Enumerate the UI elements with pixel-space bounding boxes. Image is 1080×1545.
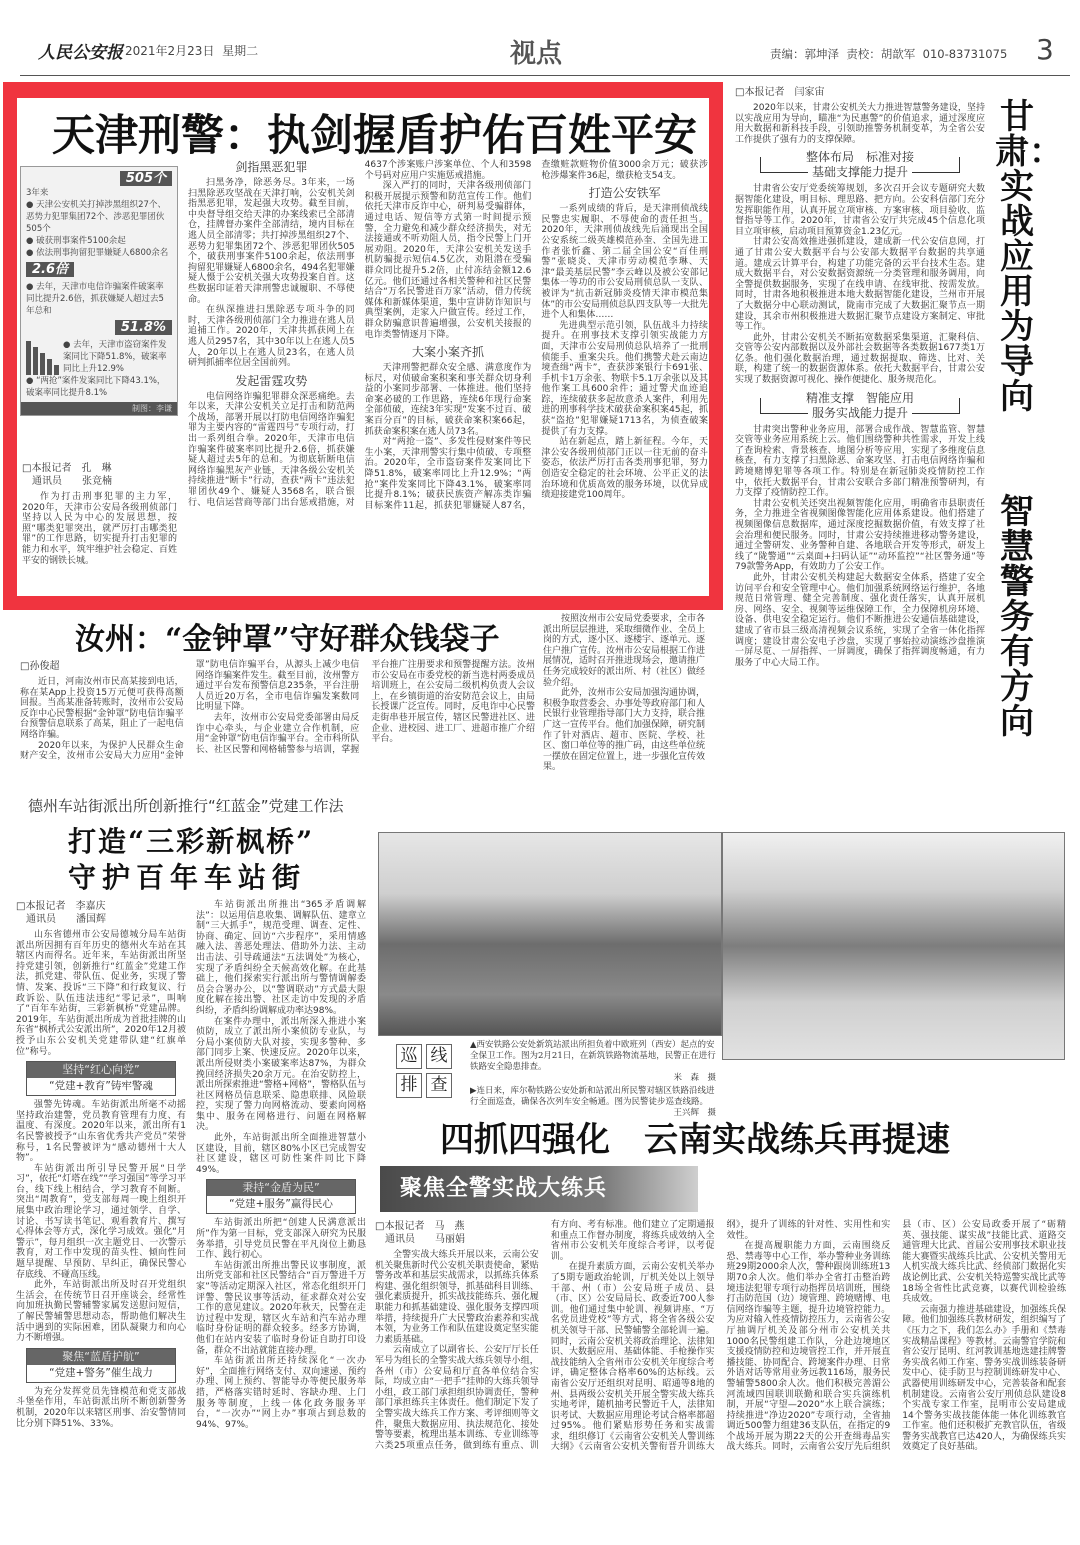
info-item: ● 去年，天津市电信诈骗案件破案率同比提升2.6倍，抓获嫌疑人超过去5年总和 — [26, 282, 164, 316]
info-item: ● 破获刑事案件5100余起 — [26, 236, 126, 246]
dezhou-kicker: 德州车站街派出所创新推行“红蓝金”党建工作法 — [28, 797, 344, 815]
paragraph: 此外，甘肃公安机关不断拓宽数据采集渠道，汇聚科信、交管等公安内部数据以及外部社会数据等各类数据1677类1万亿条。他们强化数据治理，通过数据提取、筛选、比对、关联，构建了统一的数据资源体系。依托大数据平台，甘肃公安实现了数据资源可视化、操作便捷化、服务规范化。 — [735, 332, 985, 386]
weekday: 星期二 — [222, 44, 259, 58]
yunnan-columns — [375, 1220, 1066, 1453]
paragraph: 在纵深推进扫黑除恶专项斗争的同时，天津各级刑侦部门全力推进在逃人员追捕工作。2020年，天津共抓获网上在逃人员2957名，其中30年以上在逃人员5人，20年以上在逃人员23名，在逃人员研判抓捕率位居全国前列。 — [188, 305, 355, 369]
ruzhou-col-4 — [543, 614, 705, 773]
tianjin-col-1 — [22, 462, 177, 566]
dezhou-headline-1: 打造“三彩新枫桥” — [68, 825, 315, 858]
paragraph: 强警先铸魂。车站街派出所毫不动摇坚持政治建警，党员教育管理有力度、有温度、有深度。2020年以来，派出所有1名民警被授予“山东省优秀共产党员”荣誉称号，1名民警被评为“感动德州十大人物”。 — [16, 1100, 186, 1164]
gansu-article — [735, 86, 985, 668]
info-item: ● 依法刑事拘留犯罪嫌疑人6800余名 — [26, 248, 169, 258]
subhead: 大案小案齐抓 — [411, 345, 484, 360]
paragraph: 为充分发挥党员先锋模范和党支部战斗堡垒作用，车站街派出所不断创新警务机制，2020年以来辖区刑事、治安警情同比分别下降51%、33%。 — [16, 1386, 186, 1429]
paragraph: 云南强力推进基础建设，加强练兵保障。他们加强练兵教材研发，组织编写了《压力之下，我们怎么办》手册和《禁毒实战精品课程》等教材。云南警官学院和省公安厅昆明、红河教训基地选建挂牌警务实战名师工作室、警务实战训练装备研发中心、徒手防卫与控制训练研发中心、武器使用训练研发中心，完善装备和配套机制建设。云南省公安厅刑侦总队建设8个实战专家工作室，昆明市公安局建成14个警务实战技能体能一体化训练教官工作室。他们还积极扩充教官队伍，省级警务实战教官已达420人，为确保练兵实效奠定了良好基础。 — [902, 1304, 1066, 1453]
paragraph: 天津刑警把群众安全感、满意度作为标尺，对侦破命案积案和事关群众切身利益的小案同步部署、一体推进。他们坚持命案必破的工作思路，连续6年现行命案全部侦破，连续3年实现“发案不过百、破案百分百”的目标，破获命案积案66起，抓获命案积案在逃人员73名。 — [364, 363, 532, 437]
subhead: 剑指黑恶犯罪 — [235, 160, 308, 174]
paragraph: 在案件办理中，派出所深入推进小案侦防，成立了派出所小案侦防专业队，与分局小案侦防大队对接，实现多警种、多部门同步上案、快速反应。2020年以来，派出所侵财类小案破案率达87%，为群众挽回经济损失20余万元。在治安防控上，派出所探索推进“警格+网格”，警格队伍与社区网格员信息联采、隐患联排、风险联控，实现了警力向网格流动、要素向网格集中、服务在网格进行、问题在网格解决。 — [196, 1016, 366, 1133]
paragraph: 2020年以来，甘肃公安机关大力推进智慧警务建设，坚持以实战应用为导向，瞄准“为民惠警”的价值追求，通过深度应用大数据和新科技手段，引领助推警务机制变革，为全省公安工作提供了强有力的支撑保障。 — [735, 103, 985, 145]
header-rule — [20, 75, 1070, 76]
yunnan-headline: 四抓四强化 云南实战练兵再提速 — [440, 1120, 950, 1160]
paragraph: 此外，汝州市公安局加强沟通协调，积极争取营委会、办事处等政府部门和人民银行业管理指导部门大力支持，联合推广这一宣传平台。他们加强保障，研究制作了针对酒店、超市、医院、学校、社区、窗口单位等的推广码，由这些单位统一摆放在固定位置上，进一步强化宣传效果。 — [543, 688, 706, 773]
dezhou-columns — [16, 900, 366, 1430]
yunnan-banner: 聚焦全警实战大练兵 — [380, 1166, 698, 1212]
subhead-box: 秉持“金盾为民” “党建+服务”赢得民心 — [206, 1179, 356, 1214]
paragraph: 车站街派出所还持续深化“一次办好”，全面推行网络支付、双向速递、预约办理、网上预约、智能导办等便民服务举措，严格落实错时延时、容缺办理、上门服务等制度，上线一体化政务服务平台，“一次办”“网上办”事项占到总数的94%、97%。 — [196, 1356, 366, 1430]
info-item: ● 天津公安机关打掉涉黑组织27个、恶势力犯罪集团72个、涉恶犯罪团伙505个 — [26, 200, 166, 234]
paragraph: 一系列成绩的背后，是天津刑侦战线民警忠实履职、不辱使命的责任担当。2020年，天津刑侦战线先后涌现出全国公安系统二级英雄模范孙奎、全国先进工作者张忻鑫、第二届全国公安“百佳刑警”张晓炎、天津市劳动模范李琳、天津“最美基层民警”李云峰以及被公安部记集体一等功的市公安局刑侦总队一支队、被评为“抗击新冠肺炎疫情天津市模范集体”的市公安局刑侦总队四支队等一大批先进个人和集体…… — [541, 204, 708, 321]
editor: 责编：郭坤泽 — [770, 47, 839, 61]
paragraph: 车站街派出所把“创建人民满意派出所”作为第一目标，党支部深入研究为民服务举措，引导党员民警在平凡岗位上勤恳工作、践行初心。 — [196, 1218, 366, 1261]
gansu-headline-bottom: 智慧警务有方向 — [1000, 492, 1034, 742]
caption-2: ▶连日来，库尔勒铁路公安处新和站派出所民警对辖区铁路沿线进行全面巡查，确保各次列车安全畅通。图为民警徒步巡查线路。 王兴辉 摄 — [470, 1086, 716, 1118]
byline: □本报记者 马 燕 通讯员 马丽娟 — [375, 1221, 465, 1245]
byline: □本报记者 闫家宙 — [735, 87, 825, 98]
subhead: 打造公安铁军 — [588, 186, 661, 201]
byline: □本报记者 孔 琳 通讯员 张竞楠 — [22, 463, 112, 487]
tianjin-headline: 天津刑警：执剑握盾护佑百姓平安 — [52, 111, 697, 161]
gansu-subhead-1: 整体布局 标准对接 基础支撑能力提升 — [760, 150, 960, 180]
paragraph: 甘肃公安高效推进强抓建设，建成新一代公安信息网，打通了甘肃公安大数据平台与公安部大数据平台数据的共享通道。建成云计算平台，构建了功能完备的云平台技术生态。建成大数据平台，对公安数据资源统一分类管理和服务调用，向全警提供数据服务，实现了在线申请、在线审批、按需发放。同时，甘肃各地积极推进本地大数据智能化建设，兰州市开展了大数据分中心联动测试，陇南市完成了大数据汇聚节点一期建设，其余市州积极推进大数据汇聚节点建设方案制定、审批等工作。 — [735, 237, 985, 333]
page-number: 3 — [1036, 33, 1054, 66]
byline: □孙俊超 — [20, 661, 60, 672]
bar-chart-icon — [26, 339, 59, 375]
date: 2021年2月23日 — [125, 44, 215, 58]
infographic-credit: 制图：李谦 — [21, 402, 177, 415]
caption-1: ▲西安铁路公安处新筑站派出所担负着中欧班列（西安）起点的安全保卫工作。图为2月21日，在新筑铁路物流基地，民警正在进行铁路安全隐患排查。 米 森 摄 — [470, 1040, 716, 1083]
subhead-box: 坚持“红心向党” “党建+教育”铸牢警魂 — [26, 1061, 176, 1096]
badge-51-8: 51.8% — [115, 320, 172, 335]
gansu-subhead-2: 精准支撑 智能应用 服务实战能力提升 — [760, 391, 960, 421]
paragraph: 甘肃突出警种业务应用，部署合成作战、智慧监管、智慧交管等业务应用系统上云。他们围绕警种共性需求，开发上线了查询检索、背景核查、地图分析等应用，实现了多维度信息核查，有力支撑了扫黑除恶、命案攻坚、打击电信网络诈骗和跨境赌博犯罪等各项工作。特别是在新冠肺炎疫情防控工作中，依托大数据平台，甘肃公安联合多部门精准预警研判，有力支撑了疫情防控工作。 — [735, 424, 985, 499]
label-char: 排 — [396, 1073, 422, 1098]
ruzhou-headline: 汝州：“金钟罩”守好群众钱袋子 — [75, 622, 500, 657]
paragraph: 甘肃省公安厅党委统筹规划，多次召开会议专题研究大数据智能化建设，明目标、理思路、把方向。公安科信部门充分发挥职能作用，认真开展立项审核、方案审核、项目验收、监督指导等工作。2020年，甘肃省公安厅共完成45个信息化项目立项审核，启动项目预算资金1.23亿元。 — [735, 184, 985, 237]
paragraph: 云南成立了以副省长、公安厅厅长任军号为组长的全警实战大练兵领导小组，各州（市）公安局和厅直各单位结合实际，均成立由“一把手”挂帅的大练兵领导小组，政工部门承担组织协调责任，警种部门承担练兵主体责任。他们制定下发了全警实战大练兵工作方案、考评细则等文件，聚焦大数据应用、执法规范化、接处警等要素，梳理出基本训练、专业训练等六类25项重点任务，做到练有重点、训有方向、考有标准。他们建立了定期通报和重点工作督办制度，将练兵成效纳入全省州市公安机关年度综合考评，以考促训。 — [375, 1220, 715, 1451]
photo-captions — [470, 1040, 716, 1119]
paragraph: 2020年以来，为保护人民群众生命财产安全，汝州市公安局大力应用“金钟罩”防电信诈骗平台，从源头上减少电信网络诈骗案件发生。截至目前，汝州警方通过平台发布预警信息235条，平台注册人员近20万名，全市电信诈骗发案数同比明显下降。 — [20, 660, 360, 762]
proofreader: 责校：胡歆军 — [846, 47, 916, 61]
photo-railway-containers — [378, 832, 722, 1036]
gansu-headline-top: 甘肃：实战应用为导向 — [995, 97, 1063, 417]
paragraph: 车站街派出所引导民警开展“日学习”，依托“灯塔在线”“学习强国”等学习平台，线下线上相结合，学习教育不间断。突出“周教育”，党支部每周一晚上组织开展集中政治理论学习，通过领学、自学、讨论、书写读书笔记、观看教育片、撰写心得体会等方式，深化学习成效。强化“月警示”，每月组织一次主题党日、一次警示教育，对工作中发现的苗头性、倾向性问题早提醒、早预防、早纠正，确保民警心存底线、不碰高压线。 — [16, 1163, 186, 1280]
info-item: ● “两抢”案件发案同比下降43.1%，破案率同比提升8.1% — [26, 376, 166, 398]
phone: 010-83731075 — [922, 47, 1008, 61]
tianjin-infographic — [20, 166, 178, 416]
paragraph: 去年，汝州市公安局党委部署由局反诈中心牵头，与企业建立合作机制，应用“金钟罩”防电信诈骗平台。全市科所队长、社区民警和网格辅警参与培训，掌握平台推广注册要求和预警提醒方法。汝州市公安局在市委党校的新当选村两委成员培训班上，在公安局二级机构负责人会议上，在乡镇街道的治安防范会议上，由局长授课广泛宣传。同时，反电诈中心民警走街串巷开展宣传，辖区民警进社区、进企业、进校园、进工厂、进超市推广介绍平台。 — [195, 660, 535, 755]
paragraph: 近日，河南汝州市民高某接到电话，称在某App上投资15万元便可获得高额回报。当高某准备转账时，汝州市公安局反诈中心民警根据“金钟罩”防电信诈骗平台预警信息联系了高某，阻止了一起电信网络诈骗。 — [20, 677, 184, 740]
paragraph: 站在新起点，踏上新征程。今年，天津公安各级刑侦部门正以一往无前的奋斗姿态，依法严厉打击各类刑事犯罪，努力创造安全稳定的社会环境、公平正义的法治环境和优质高效的服务环境，以优异成绩迎接建党100周年。 — [541, 437, 708, 501]
masthead-logo: 人民公安报 — [38, 43, 123, 63]
paragraph: 山东省德州市公安局德城分局车站街派出所因拥有百年历史的德州火车站在其辖区内而得名。近年来，车站街派出所坚持党建引领，创新推行“红蓝金”党建工作法，抓党建、带队伍、促业务，实现了警情、发案、投诉“三下降”和行政复议、行政诉讼、队伍违法违纪“零记录”，叫响了“百年车站街，三彩新枫桥”党建品牌。2019年，车站街派出所成为首批挂牌的山东省“枫桥式公安派出所”，2020年12月被授予山东公安机关党建带队建“红旗单位”称号。 — [16, 930, 186, 1057]
paragraph: 此外，车站街派出所全面推进智慧小区建设，目前，辖区80%小区已完成智安社区建设，辖区可防性案件同比下降49%。 — [196, 1133, 366, 1175]
tianjin-body-columns — [188, 160, 708, 511]
paragraph: 车站街派出所推出警民议事制度，派出所党支部和社区民警结合“百万警进千万家”等活动定期深入社区，常态化组织开门评警、警民议事等活动，征求群众对公安工作的意见建议。2020年秋天，民警在走访过程中发现，辖区火车站和汽车站办理临时身份证明的群众较多。经多方协调，他们在站内安装了临时身份证自助打印设备，群众不出站就能直接办理。 — [196, 1260, 366, 1356]
dezhou-headline-2: 守护百年车站街 — [68, 861, 307, 894]
badge-505: 505个 — [120, 171, 172, 186]
paragraph: 电信网络诈骗犯罪群众深恶痛绝。去年以来，天津公安机关立足打击和防范两个战场，部署开展以打防电信网络诈骗犯罪为主要内容的“雷霆四号”专项行动，打出一系列组合拳。2020年，天津市电信诈骗案件破案率同比提升2.6倍，抓获嫌疑人超过去5年的总和。为彻底斩断电信网络诈骗黑灰产业链，天津各级公安机关持续推进“断卡”行动，查获“两卡”违法犯罪团伙49个、嫌疑人3568名，联合银行、电信运营商等部门出台惩戒措施，对4637个涉案账户涉案单位、个人和3598个号码对应用户实施惩戒措施。 — [188, 160, 532, 508]
paragraph: 在提升素质方面，云南公安机关举办了5期专题政治轮训，厅机关处以上领导干部、州（市）公安局班子成员、县（市、区）公安局局长、政委近700人参训。他们通过集中轮训、视频讲座、“万名党员进党校”等方式，将全省各级公安机关领导干部、民警辅警全部轮训一遍。同时，云南公安机关将政治理论、法律知识、大数据应用、基础体能、手枪操作实战技能纳入全省州市公安机关年度综合考评，确定整体合格率60%的达标线。云南省公安厅还组织对昆明、昭通等8地的州、县两级公安机关开展全警实战大练兵实地考评，随机抽考民警近千人，法律知识考试、大数据应用理论考试合格率都超过95%。他们紧贴形势任务和实战需求，组织修订《云南省公安机关人警训练大纲》《云南省公安机关警衔晋升训练大纲》，提升了训练的针对性、实用性和实效性。 — [550, 1220, 891, 1453]
editor-info — [770, 46, 1007, 62]
badge-2-6: 2.6倍 — [26, 262, 74, 277]
paragraph: 全警实战大练兵开展以来，云南公安机关聚焦新时代公安机关职责使命，紧贴警务改革和基层实战需求，以抓练兵体系构建、强化组织领导，抓基础科目训练、强化素质提升，抓实战技能练兵、强化履职能力和抓基础建设、强化服务支撑四项举措，持续提升广大民警政治素养和实战本领，为业务工作和队伍建设奠定坚实能力素质基础。 — [375, 1250, 539, 1345]
info-item: ● 去年，天津市盗窃案件发案同比下降51.8%，破案率同比上升12.9% — [63, 340, 167, 374]
paragraph: 作为打击刑事犯罪的主力军，2020年，天津市公安局各级刑侦部门坚持以人民为中心的发展思想，按照“哪类犯罪突出，就严厉打击哪类犯罪”的工作思路，切实提升打击犯罪的能力和水平，筑牢维护社会稳定、百姓平安的钢铁长城。 — [22, 492, 177, 566]
section-name: 视点 — [510, 39, 563, 69]
paragraph: 甘肃公安机关还突出视频智能化应用，明确省市县职责任务，全力推进全省视频图像智能化应用体系建设。他们搭建了视频图像信息数据库，通过深度挖掘数据价值，有效支撑了社会治理和便民服务。同时，甘肃公安持续推进移动警务建设，通过全警研发、业务警种自建、各地联合开发等形式，研发上线了“陇警通”“云桌面+扫码认证”“动环监控”“社区警务通”等79款警务App，有效助力了公安工作。 — [735, 498, 985, 573]
paragraph: 对“两抢一盗”、多发性侵财案件等民生小案，天津刑警实行集中侦破、专项整治。2020年，全市盗窃案件发案同比下降51.8%，破案率同比上升12.9%；“两抢”案件发案同比下降43.1%，破案率同比提升8.1%；破获民族资产解冻类诈骗目标案件11起，抓获犯罪嫌疑人87名，查缴赃款赃物价值3000余万元；破获涉枪涉爆案件36起，缴获枪支54支。 — [364, 160, 708, 511]
ruzhou-columns — [20, 660, 535, 762]
paragraph: 此外，车站街派出所及时召开党组织生活会，在传统节日召开座谈会，经常性向加班执勤民警辅警家属发送慰问短信，了解民警辅警思想动态，帮助他们解决生活中遇到的实际困难，团队凝聚力和向心力不断增强。 — [16, 1280, 186, 1344]
paragraph: 先进典型示范引领，队伍战斗力持续提升。在刑事技术支撑引领实战能力方面，天津市公安局刑侦总队培养了一批刑侦能手、重案尖兵。他们携警犬赴云南边境查缉“两卡”，查获涉案银行卡691张、手机卡1万余张、物联卡5.1万余张以及其他作案工具600余件；通过警犬血迹追踪，连续破获多起故意杀人案件，利用先进的刑事科学技术破获命案积案45起，抓获“盗抢”犯罪嫌疑1713名，为侦查破案提供了有力支撑。 — [541, 320, 708, 437]
paragraph: 扫黑务净，除恶务尽。3年来，一场扫黑除恶攻坚战在天津打响，公安机关剑指黑恶犯罪，发起强大攻势。截至目前，中央督导组交给天津的办案线索已全部清仓，挂牌督办案件全部清结，境内目标在逃人员全部清零；共打掉涉黑组织27个、恶势力犯罪集团72个、涉恶犯罪团伙505个，破获刑事案件5100余起，依法刑事拘留犯罪嫌疑人6800余名，494名犯罪嫌疑人慑于公安机关强大攻势投案自首。这些数据印证着天津刑警忠诚履职、不辱使命。 — [188, 178, 355, 305]
issue-date — [125, 42, 258, 59]
paragraph: 深入严打的同时，天津各级刑侦部门积极开展提示预警和防范宣传工作。他们依托天津市反诈中心，研判易受骗群体，通过电话、短信等方式第一时间提示预警，全力避免和减少群众经济损失，对无法接通或不听劝阻人员，指令民警上门开展劝阻。2020年，天津公安机关发送手机防骗提示短信4.5亿次，劝阻潜在受骗群众同比提升5.2倍，止付冻结金额12.6亿元。他们还通过各相关警种和社区民警结合“万名民警进百万家”活动，借力传统媒体和新媒体渠道，集中宣讲防诈知识与典型案例，走家入户做宣传。经过工作，群众防骗意识普遍增强，公安机关接报的电诈类警情逐月下降。 — [364, 181, 532, 340]
paragraph: 车站街派出所推出“365矛盾调解法”：以运用信息收集、调解队伍、建章立制“三大抓手”，规范受理、调查、定性、协商、确定、回访“六步程序”，采用情感融入法、善恶处理法、借助外力法、主动出击法、引导疏通法“五法调处”为核心，实现了矛盾纠纷全天候高效化解。在此基础上，他们探索实行派出所与警情调解委员会合署办公，以“警调联动”方式最大限度化解在接出警、社区走访中发现的矛盾纠纷，矛盾纠纷调解成功率达98%。 — [196, 900, 366, 1016]
patrol-label — [396, 1044, 454, 1098]
paragraph: 按照汝州市公安局党委要求，全市各派出所层层推进，采取细微作业、全员上岗的方式，逐小区、逐楼宇、逐单元、逐住户推广宣传。汝州市公安局根据工作进展情况，适时召开推进现场会，邀请推广任务完成较好的派出所、村（社区）做经验介绍。 — [543, 614, 706, 688]
label-char: 巡 — [396, 1044, 422, 1069]
photo-bridge-patrol — [722, 832, 1065, 1060]
byline: □本报记者 李嘉庆 通讯员 潘国辉 — [16, 901, 106, 925]
label-char: 线 — [426, 1044, 452, 1069]
period-label: 3年来 — [26, 188, 49, 198]
paragraph: 此外，甘肃公安机关构建起大数据安全体系，搭建了安全访问平台和安全管理中心。他们加强系统网络运行维护，各地规范日常管理、健全完善制度、强化责任落实，认真开展机房、网络、安全、视频等运维保障工作，全力保障机房环境、设备、供电安全稳定运行。他们不断推进公安通信基础建设，建成了省市县三级高清视频会议系统，实现了全省一体化指挥调度；建设甘肃公安电子沙盘，实现了事始拉动演练沙盘推演一屏尽览、一屏指挥、一屏调度，确保了指挥调度畅通，有力服务了中心大局工作。 — [735, 572, 985, 668]
paragraph: 在提高履职能力方面，云南围绕反恐、禁毒等中心工作，举办警种业务训练班29期2000余人次，警种跟岗训练班13期70余人次。他们举办全省打击整治跨境违法犯罪专项行动指挥员培训班，围绕打击防范国（边）境管理、跨境赌博、电信网络诈骗等主题，提升边境管控能力。为应对输入性疫情防控压力，云南省公安厅抽调厅机关及部分州市公安机关共1000名民警组建工作队，分赴边境地区支援疫情防控和边境管控工作，并开展直播技能、协同配合、跨境案件办理、日常外语对话等常用业务远教116场，服务民警辅警5800余人次。他们积极完善湄公河流域四国联训联勤和联合实兵演练机制，开展“守望—2020”水上联合演练；持续推进“净边2020”专项行动，全省抽调近500警力组建36支队伍，在指定的9个战场开展为期22天的公开查缉毒品实战大练兵。同时，云南省公安厅先后组织县（市、区）公安局政委开展了“砺精英、强技能、谋实战”技能比武、道路交通管理大比武、首届公安刑事技术职业技能大赛暨实战练兵比武、公安机关警用无人机实战大练兵比武、经侦部门数据化实战论例比武、公安机关特巡警实战比武等18场全省性比武竞赛，以赛代训检验练兵成效。 — [726, 1220, 1066, 1453]
subhead: 发起雷霆攻势 — [235, 373, 308, 388]
subhead-box: 聚焦“蓝盾护航” “党建+警务”催生战力 — [26, 1348, 176, 1383]
label-char: 查 — [426, 1073, 452, 1098]
